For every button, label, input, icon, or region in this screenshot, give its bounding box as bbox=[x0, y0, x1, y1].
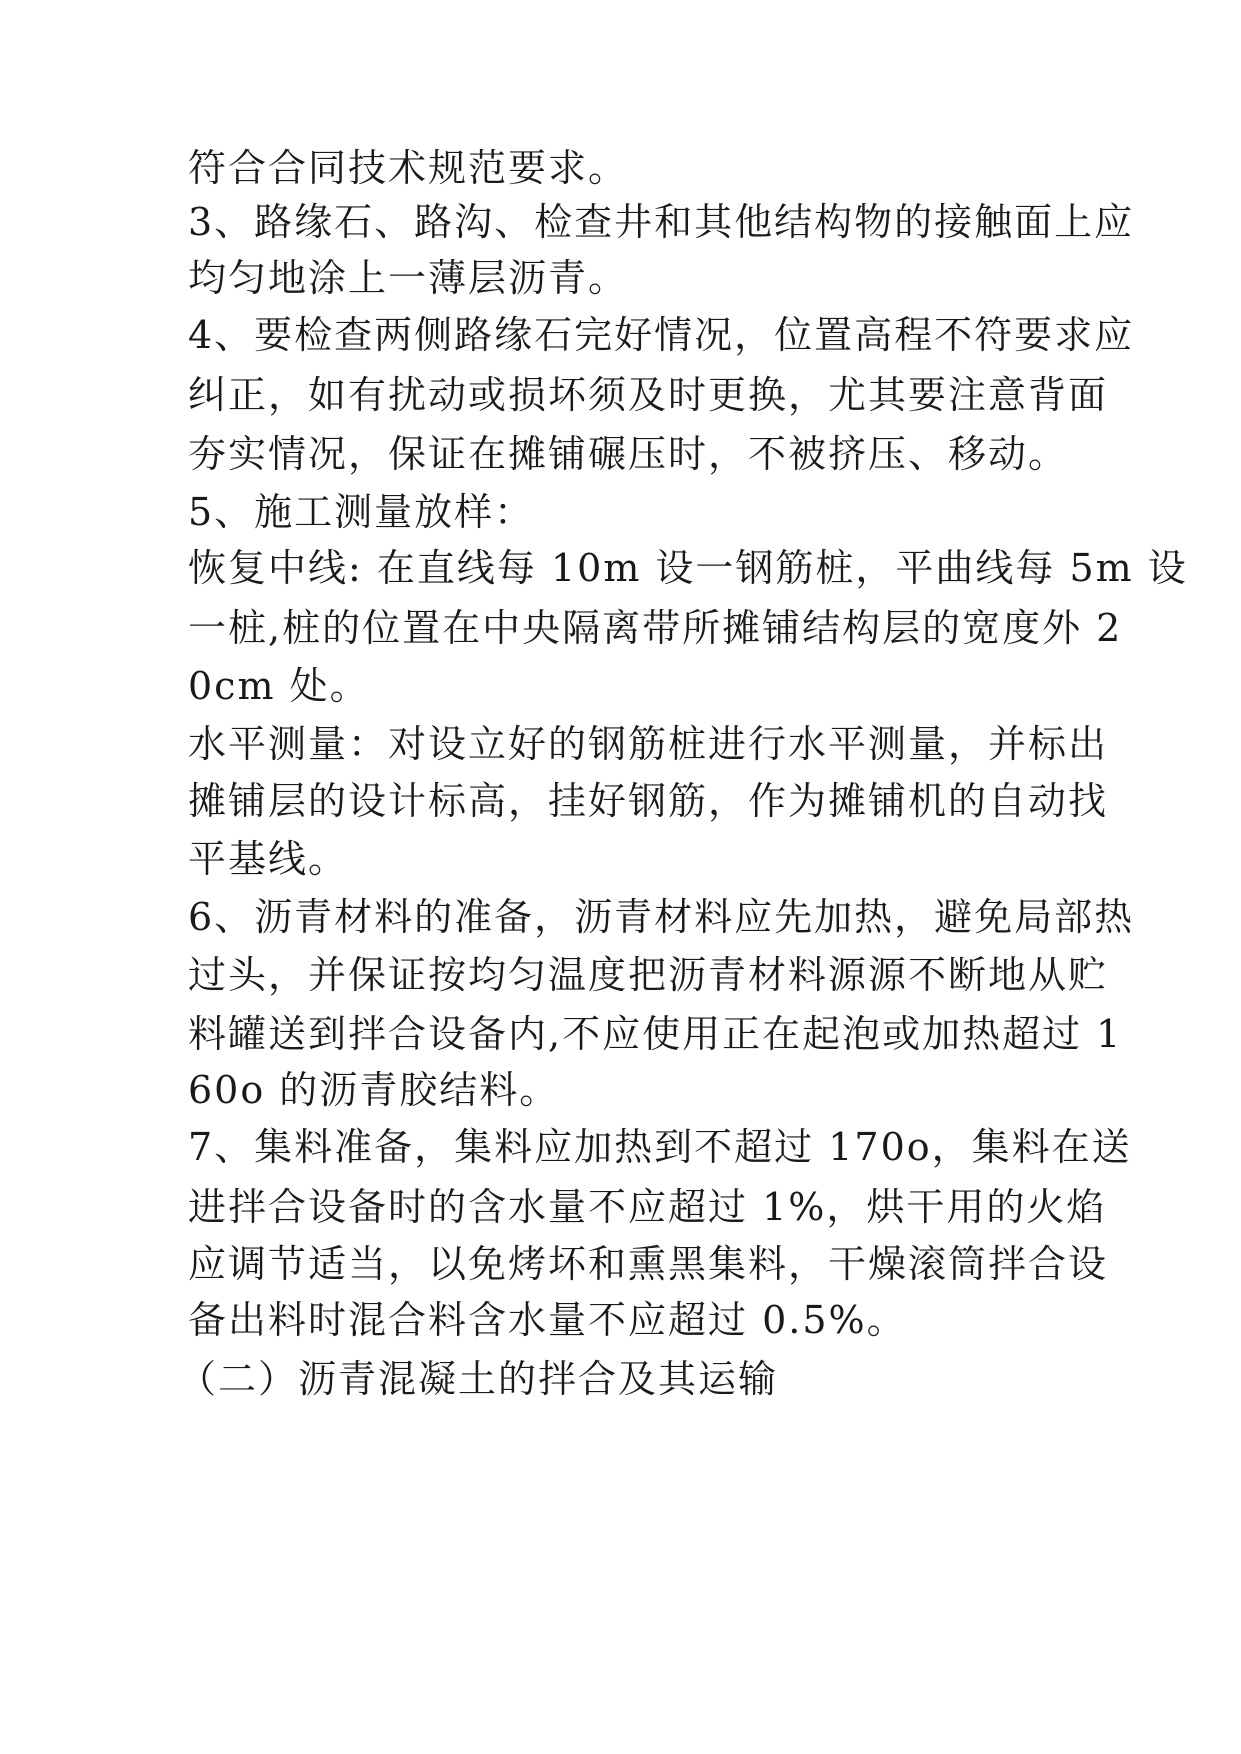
text-line: 3、路缘石、路沟、检查井和其他结构物的接触面上应 bbox=[188, 200, 1135, 244]
text-line: 平基线。 bbox=[188, 837, 349, 881]
text-line: 均匀地涂上一薄层沥青。 bbox=[188, 256, 629, 300]
text-line: 夯实情况，保证在摊铺碾压时，不被挤压、移动。 bbox=[188, 432, 1069, 476]
text-line: 符合合同技术规范要求。 bbox=[188, 146, 629, 190]
text-line: 纠正，如有扰动或损坏须及时更换，尤其要注意背面 bbox=[188, 373, 1109, 417]
section-heading: （二）沥青混凝土的拌合及其运输 bbox=[178, 1357, 779, 1401]
text-line: 4、要检查两侧路缘石完好情况，位置高程不符要求应 bbox=[188, 313, 1135, 357]
text-line: 料罐送到拌合设备内,不应使用正在起泡或加热超过 1 bbox=[188, 1012, 1123, 1056]
text-line: 6、沥青材料的准备，沥青材料应先加热，避免局部热 bbox=[188, 895, 1135, 939]
text-line: 5、施工测量放样： bbox=[188, 490, 535, 534]
text-line: 应调节适当，以免烤坏和熏黑集料，干燥滚筒拌合设 bbox=[188, 1242, 1109, 1286]
text-line: 7、集料准备，集料应加热到不超过 170o，集料在送 bbox=[188, 1125, 1132, 1169]
text-line: 进拌合设备时的含水量不应超过 1%，烘干用的火焰 bbox=[188, 1185, 1107, 1229]
text-line: 过头，并保证按均匀温度把沥青材料源源不断地从贮 bbox=[188, 953, 1109, 997]
text-line: 0cm 处。 bbox=[188, 664, 370, 708]
text-line: 水平测量：对设立好的钢筋桩进行水平测量，并标出 bbox=[188, 722, 1109, 766]
text-line: 恢复中线: 在直线每 10m 设一钢筋桩，平曲线每 5m 设 bbox=[188, 546, 1188, 590]
text-line: 备出料时混合料含水量不应超过 0.5%。 bbox=[188, 1298, 907, 1342]
text-line: 60o 的沥青胶结料。 bbox=[188, 1068, 560, 1112]
text-line: 摊铺层的设计标高，挂好钢筋，作为摊铺机的自动找 bbox=[188, 779, 1109, 823]
text-line: 一桩,桩的位置在中央隔离带所摊铺结构层的宽度外 2 bbox=[188, 606, 1123, 650]
